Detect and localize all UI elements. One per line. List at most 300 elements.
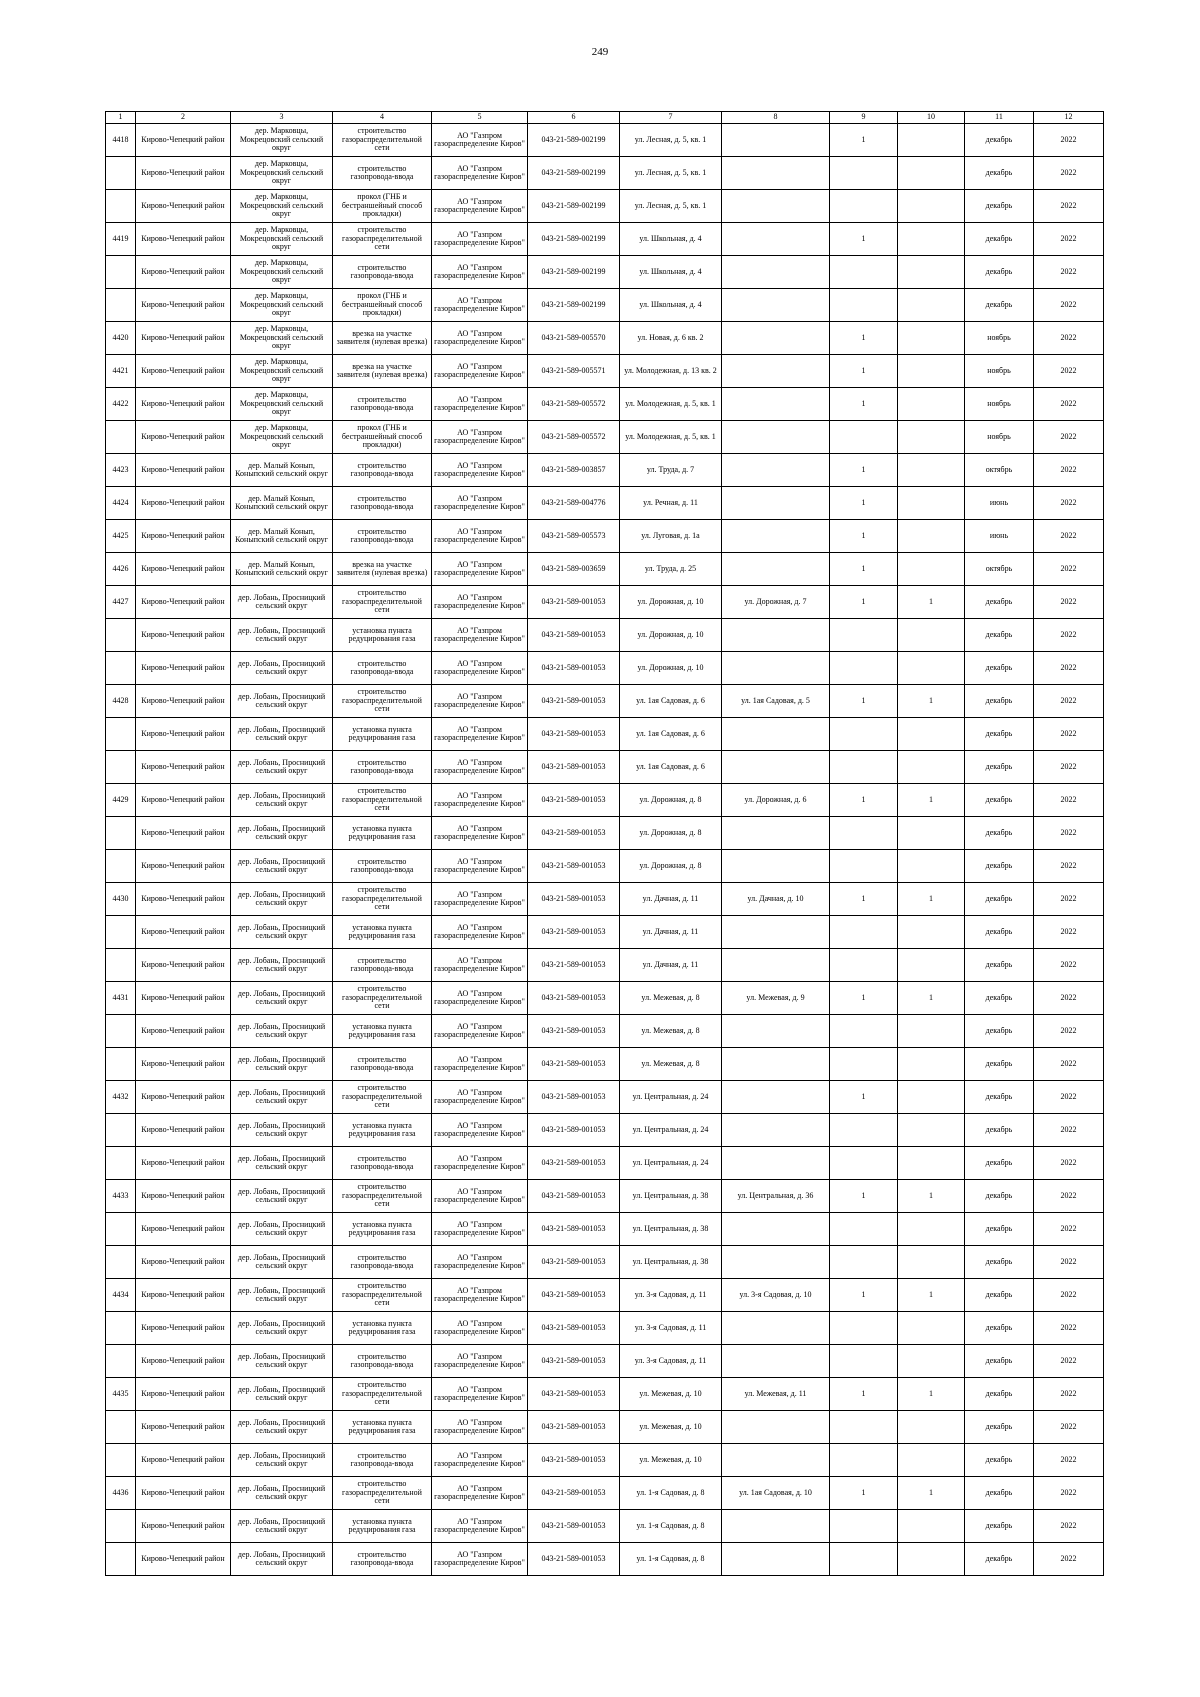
- cell-text: строительство газопровода-ввода: [350, 527, 414, 544]
- table-cell: [333, 1279, 432, 1312]
- column-header: 12: [1034, 112, 1104, 124]
- table-cell: [722, 1015, 830, 1048]
- table-cell: [965, 1378, 1034, 1411]
- table-cell: [830, 883, 898, 916]
- table-cell: [722, 124, 830, 157]
- table-cell: [1034, 421, 1104, 454]
- table-cell: [528, 949, 620, 982]
- table-cell: [528, 982, 620, 1015]
- table-cell: [106, 256, 136, 289]
- table-cell: [528, 553, 620, 586]
- table-row: [106, 1246, 1104, 1279]
- cell-text: АО "Газпром газораспределение Киров": [434, 296, 525, 313]
- cell-text: ноябрь: [987, 366, 1011, 375]
- table-cell: [898, 652, 965, 685]
- cell-text: Кирово-Чепецкий район: [141, 1521, 225, 1530]
- table-cell: [432, 850, 528, 883]
- table-cell: [722, 718, 830, 751]
- cell-text: строительство газораспределительной сети: [342, 688, 422, 714]
- table-cell: [528, 586, 620, 619]
- table-cell: [1034, 850, 1104, 883]
- cell-text: установка пункта редуцирования газа: [348, 1319, 416, 1336]
- table-cell: [231, 1477, 333, 1510]
- cell-text: Кирово-Чепецкий район: [141, 1125, 225, 1134]
- table-cell: [830, 289, 898, 322]
- table-cell: [722, 1543, 830, 1576]
- table-cell: [830, 1477, 898, 1510]
- table-cell: [528, 883, 620, 916]
- cell-text: 4427: [112, 597, 129, 606]
- table-cell: [898, 487, 965, 520]
- table-cell: [333, 1048, 432, 1081]
- table-cell: [432, 1477, 528, 1510]
- column-header: 2: [136, 112, 231, 124]
- table-cell: [830, 1279, 898, 1312]
- table-row: [106, 1543, 1104, 1576]
- table-cell: [528, 355, 620, 388]
- cell-text: 4419: [112, 234, 129, 243]
- table-cell: [830, 1378, 898, 1411]
- table-cell: [333, 817, 432, 850]
- table-cell: [432, 520, 528, 553]
- cell-text: дер. Марковцы, Мокрецовский сельский округ: [239, 226, 324, 252]
- table-cell: [898, 355, 965, 388]
- table-cell: [1034, 685, 1104, 718]
- table-cell: [333, 751, 432, 784]
- table-cell: [620, 1081, 722, 1114]
- table-cell: [333, 652, 432, 685]
- table-cell: [106, 1279, 136, 1312]
- table-cell: [1034, 1246, 1104, 1279]
- table-cell: [722, 619, 830, 652]
- cell-text: 4436: [112, 1488, 129, 1497]
- table-cell: [231, 652, 333, 685]
- table-row: [106, 190, 1104, 223]
- table-cell: [528, 256, 620, 289]
- table-cell: [528, 817, 620, 850]
- table-cell: [620, 1444, 722, 1477]
- cell-text: строительство газопровода-ввода: [350, 164, 414, 181]
- table-cell: [965, 586, 1034, 619]
- cell-text: Кирово-Чепецкий район: [141, 927, 225, 936]
- cell-text: Кирово-Чепецкий район: [141, 333, 225, 342]
- cell-text: 1: [861, 1191, 866, 1200]
- cell-text: декабрь: [985, 1191, 1013, 1200]
- cell-text: дер. Малый Конып, Коныпский сельский округ: [235, 527, 328, 544]
- cell-text: 4425: [112, 531, 129, 540]
- table-cell: [106, 322, 136, 355]
- cell-text: ул. 3-я Садовая, д. 10: [739, 1290, 812, 1299]
- cell-text: строительство газопровода-ввода: [350, 956, 414, 973]
- table-cell: [722, 1114, 830, 1147]
- cell-text: 2022: [1060, 663, 1077, 672]
- table-row: [106, 388, 1104, 421]
- cell-text: ноябрь: [987, 399, 1011, 408]
- table-cell: [898, 1246, 965, 1279]
- column-header: 7: [620, 112, 722, 124]
- cell-text: ул. Труда, д. 7: [646, 465, 695, 474]
- cell-text: декабрь: [985, 663, 1013, 672]
- cell-text: 1: [861, 1389, 866, 1398]
- table-cell: [432, 1543, 528, 1576]
- cell-text: 2022: [1060, 1323, 1077, 1332]
- table-cell: [620, 652, 722, 685]
- table-cell: [898, 454, 965, 487]
- table-cell: [136, 1510, 231, 1543]
- table-cell: [333, 718, 432, 751]
- table-cell: [106, 355, 136, 388]
- table-body: [106, 124, 1104, 1576]
- cell-text: 1: [929, 597, 933, 606]
- cell-text: декабрь: [985, 1257, 1013, 1266]
- table-cell: [231, 1312, 333, 1345]
- table-cell: [1034, 1345, 1104, 1378]
- cell-text: дер. Лобань, Просницкий сельский округ: [237, 725, 326, 742]
- table-cell: [722, 1312, 830, 1345]
- cell-text: Кирово-Чепецкий район: [141, 630, 225, 639]
- table-cell: [620, 157, 722, 190]
- cell-text: строительство газопровода-ввода: [350, 1055, 414, 1072]
- table-cell: [333, 487, 432, 520]
- cell-text: дер. Лобань, Просницкий сельский округ: [237, 824, 326, 841]
- cell-text: 043-21-589-001053: [541, 1191, 606, 1200]
- table-cell: [620, 388, 722, 421]
- cell-text: ул. 1ая Садовая, д. 10: [739, 1488, 812, 1497]
- table-cell: [106, 1147, 136, 1180]
- table-cell: [965, 817, 1034, 850]
- table-cell: [432, 982, 528, 1015]
- cell-text: 1: [861, 894, 866, 903]
- cell-text: 2022: [1060, 234, 1077, 243]
- cell-text: АО "Газпром газораспределение Киров": [434, 362, 525, 379]
- table-cell: [528, 454, 620, 487]
- cell-text: декабрь: [985, 993, 1013, 1002]
- table-cell: [333, 1312, 432, 1345]
- cell-text: АО "Газпром газораспределение Киров": [434, 1451, 525, 1468]
- column-header: 8: [722, 112, 830, 124]
- cell-text: июнь: [989, 498, 1009, 507]
- table-cell: [620, 1147, 722, 1180]
- table-cell: [898, 586, 965, 619]
- cell-text: ул. Дачная, д. 11: [642, 894, 699, 903]
- table-cell: [898, 1081, 965, 1114]
- table-cell: [722, 784, 830, 817]
- table-header-row: [106, 112, 1104, 124]
- table-cell: [106, 1444, 136, 1477]
- cell-text: 2022: [1060, 366, 1077, 375]
- cell-text: 043-21-589-001053: [541, 1554, 606, 1563]
- table-cell: [231, 1114, 333, 1147]
- cell-text: 1: [861, 564, 866, 573]
- cell-text: 1: [861, 696, 866, 705]
- table-cell: [432, 289, 528, 322]
- table-cell: [231, 619, 333, 652]
- table-cell: [620, 124, 722, 157]
- cell-text: дер. Лобань, Просницкий сельский округ: [237, 1319, 326, 1336]
- table-cell: [898, 784, 965, 817]
- cell-text: 1: [861, 993, 866, 1002]
- table-cell: [136, 157, 231, 190]
- table-cell: [965, 949, 1034, 982]
- cell-text: строительство газораспределительной сети: [342, 1084, 422, 1110]
- table-cell: [965, 1081, 1034, 1114]
- table-cell: [432, 1081, 528, 1114]
- table-cell: [231, 388, 333, 421]
- table-cell: [965, 289, 1034, 322]
- table-cell: [898, 982, 965, 1015]
- table-row: [106, 289, 1104, 322]
- table-cell: [620, 322, 722, 355]
- table-cell: [898, 619, 965, 652]
- cell-text: дер. Лобань, Просницкий сельский округ: [237, 890, 326, 907]
- table-cell: [965, 850, 1034, 883]
- cell-text: Кирово-Чепецкий район: [141, 1026, 225, 1035]
- table-cell: [106, 421, 136, 454]
- table-cell: [231, 1510, 333, 1543]
- cell-text: 1: [861, 531, 866, 540]
- cell-text: 2022: [1060, 795, 1077, 804]
- table-cell: [898, 223, 965, 256]
- cell-text: дер. Лобань, Просницкий сельский округ: [237, 956, 326, 973]
- table-cell: [432, 751, 528, 784]
- cell-text: ул. 1ая Садовая, д. 5: [741, 696, 810, 705]
- cell-text: Кирово-Чепецкий район: [141, 531, 225, 540]
- table-row: [106, 784, 1104, 817]
- table-cell: [528, 1048, 620, 1081]
- cell-text: 2022: [1060, 1356, 1077, 1365]
- table-cell: [965, 1444, 1034, 1477]
- table-cell: [722, 1444, 830, 1477]
- table-cell: [620, 1477, 722, 1510]
- table-cell: [898, 256, 965, 289]
- cell-text: строительство газопровода-ввода: [350, 1352, 414, 1369]
- cell-text: дер. Марковцы, Мокрецовский сельский округ: [239, 325, 324, 351]
- table-cell: [231, 1015, 333, 1048]
- table-cell: [1034, 982, 1104, 1015]
- table-cell: [136, 388, 231, 421]
- cell-text: Кирово-Чепецкий район: [141, 1323, 225, 1332]
- cell-text: 1: [929, 1389, 933, 1398]
- column-header: 6: [528, 112, 620, 124]
- table-cell: [898, 916, 965, 949]
- table-cell: [830, 487, 898, 520]
- table-cell: [722, 751, 830, 784]
- table-cell: [620, 421, 722, 454]
- table-row: [106, 1114, 1104, 1147]
- table-cell: [136, 190, 231, 223]
- table-cell: [528, 1378, 620, 1411]
- table-cell: [333, 190, 432, 223]
- cell-text: АО "Газпром газораспределение Киров": [434, 824, 525, 841]
- cell-text: 043-21-589-004776: [541, 498, 606, 507]
- table-cell: [432, 421, 528, 454]
- table-cell: [528, 1510, 620, 1543]
- table-cell: [528, 1114, 620, 1147]
- table-cell: [333, 289, 432, 322]
- table-cell: [1034, 1444, 1104, 1477]
- cell-text: строительство газораспределительной сети: [342, 1282, 422, 1308]
- cell-text: установка пункта редуцирования газа: [348, 626, 416, 643]
- cell-text: ул. Дорожная, д. 10: [637, 630, 704, 639]
- table-cell: [722, 223, 830, 256]
- table-cell: [136, 619, 231, 652]
- cell-text: ул. Школьная, д. 4: [639, 267, 702, 276]
- cell-text: 2022: [1060, 828, 1077, 837]
- cell-text: дер. Лобань, Просницкий сельский округ: [237, 989, 326, 1006]
- table-cell: [830, 1510, 898, 1543]
- table-cell: [722, 256, 830, 289]
- table-cell: [528, 223, 620, 256]
- table-cell: [231, 883, 333, 916]
- table-cell: [1034, 355, 1104, 388]
- table-cell: [965, 256, 1034, 289]
- table-row: [106, 124, 1104, 157]
- table-cell: [231, 520, 333, 553]
- table-cell: [620, 1543, 722, 1576]
- table-cell: [1034, 553, 1104, 586]
- cell-text: ул. Дорожная, д. 8: [639, 861, 702, 870]
- table-row: [106, 421, 1104, 454]
- cell-text: 2022: [1060, 1092, 1077, 1101]
- table-cell: [620, 1312, 722, 1345]
- cell-text: 4418: [112, 135, 129, 144]
- table-cell: [528, 520, 620, 553]
- table-cell: [136, 289, 231, 322]
- cell-text: 043-21-589-001053: [541, 894, 606, 903]
- table-cell: [620, 454, 722, 487]
- table-cell: [432, 1312, 528, 1345]
- cell-text: АО "Газпром газораспределение Киров": [434, 1385, 525, 1402]
- table-cell: [432, 883, 528, 916]
- table-cell: [965, 157, 1034, 190]
- table-cell: [231, 1444, 333, 1477]
- table-cell: [898, 388, 965, 421]
- cell-text: 2022: [1060, 201, 1077, 210]
- table-cell: [528, 124, 620, 157]
- cell-text: 043-21-589-001053: [541, 1059, 606, 1068]
- cell-text: дер. Лобань, Просницкий сельский округ: [237, 1022, 326, 1039]
- table-cell: [1034, 1477, 1104, 1510]
- table-cell: [830, 1147, 898, 1180]
- cell-text: Кирово-Чепецкий район: [141, 894, 225, 903]
- table-cell: [528, 322, 620, 355]
- table-cell: [722, 289, 830, 322]
- table-cell: [333, 454, 432, 487]
- cell-text: Кирово-Чепецкий район: [141, 1356, 225, 1365]
- cell-text: декабрь: [985, 1224, 1013, 1233]
- cell-text: ул. 1ая Садовая, д. 6: [636, 762, 705, 771]
- cell-text: 2022: [1060, 432, 1077, 441]
- table-cell: [231, 916, 333, 949]
- cell-text: ул. Центральная, д. 36: [737, 1191, 814, 1200]
- table-cell: [106, 817, 136, 850]
- table-cell: [722, 1279, 830, 1312]
- cell-text: 043-21-589-005572: [541, 432, 606, 441]
- table-cell: [965, 553, 1034, 586]
- table-cell: [231, 784, 333, 817]
- table-cell: [432, 553, 528, 586]
- table-cell: [620, 1246, 722, 1279]
- table-cell: [432, 1279, 528, 1312]
- cell-text: АО "Газпром газораспределение Киров": [434, 1319, 525, 1336]
- cell-text: 043-21-589-005571: [541, 366, 606, 375]
- cell-text: 2022: [1060, 1422, 1077, 1431]
- cell-text: ул. Центральная, д. 24: [632, 1125, 709, 1134]
- table-cell: [898, 124, 965, 157]
- table-cell: [136, 817, 231, 850]
- table-row: [106, 1015, 1104, 1048]
- table-cell: [722, 817, 830, 850]
- table-cell: [965, 1048, 1034, 1081]
- table-row: [106, 982, 1104, 1015]
- table-row: [106, 1213, 1104, 1246]
- table-cell: [722, 1246, 830, 1279]
- cell-text: строительство газораспределительной сети: [342, 985, 422, 1011]
- table-cell: [965, 322, 1034, 355]
- table-cell: [432, 1345, 528, 1378]
- table-cell: [1034, 817, 1104, 850]
- table-cell: [333, 1081, 432, 1114]
- cell-text: 2022: [1060, 1257, 1077, 1266]
- cell-text: АО "Газпром газораспределение Киров": [434, 1055, 525, 1072]
- cell-text: 4420: [112, 333, 129, 342]
- cell-text: дер. Лобань, Просницкий сельский округ: [237, 1055, 326, 1072]
- cell-text: АО "Газпром газораспределение Киров": [434, 1088, 525, 1105]
- cell-text: 1: [929, 1191, 933, 1200]
- table-cell: [528, 1543, 620, 1576]
- cell-text: дер. Лобань, Просницкий сельский округ: [237, 1088, 326, 1105]
- table-cell: [136, 916, 231, 949]
- cell-text: 4423: [112, 465, 129, 474]
- table-cell: [722, 1510, 830, 1543]
- cell-text: АО "Газпром газораспределение Киров": [434, 1154, 525, 1171]
- cell-text: АО "Газпром газораспределение Киров": [434, 1253, 525, 1270]
- table-cell: [965, 1345, 1034, 1378]
- table-cell: [432, 454, 528, 487]
- table-cell: [432, 157, 528, 190]
- table-cell: [528, 1345, 620, 1378]
- table-cell: [136, 685, 231, 718]
- cell-text: строительство газопровода-ввода: [350, 494, 414, 511]
- cell-text: декабрь: [985, 1158, 1013, 1167]
- table-cell: [136, 1444, 231, 1477]
- table-cell: [830, 751, 898, 784]
- cell-text: 2022: [1060, 1389, 1077, 1398]
- cell-text: ул. Центральная, д. 24: [632, 1092, 709, 1101]
- cell-text: декабрь: [985, 1521, 1013, 1530]
- cell-text: ул. Школьная, д. 4: [639, 234, 702, 243]
- table-cell: [528, 1312, 620, 1345]
- cell-text: АО "Газпром газораспределение Киров": [434, 329, 525, 346]
- table-cell: [620, 883, 722, 916]
- cell-text: 4430: [112, 894, 129, 903]
- table-cell: [231, 553, 333, 586]
- table-cell: [620, 355, 722, 388]
- cell-text: ул. 1ая Садовая, д. 6: [636, 696, 705, 705]
- cell-text: прокол (ГНБ и бестраншейный способ прокладки): [341, 292, 423, 318]
- cell-text: 043-21-589-005572: [541, 399, 606, 408]
- table-cell: [432, 586, 528, 619]
- cell-text: 043-21-589-001053: [541, 1389, 606, 1398]
- cell-text: 043-21-589-001053: [541, 1125, 606, 1134]
- cell-text: 1: [861, 1092, 866, 1101]
- table-cell: [722, 586, 830, 619]
- cell-text: 2022: [1060, 1224, 1077, 1233]
- cell-text: Кирово-Чепецкий район: [141, 861, 225, 870]
- cell-text: АО "Газпром газораспределение Киров": [434, 131, 525, 148]
- table-cell: [965, 784, 1034, 817]
- table-cell: [333, 322, 432, 355]
